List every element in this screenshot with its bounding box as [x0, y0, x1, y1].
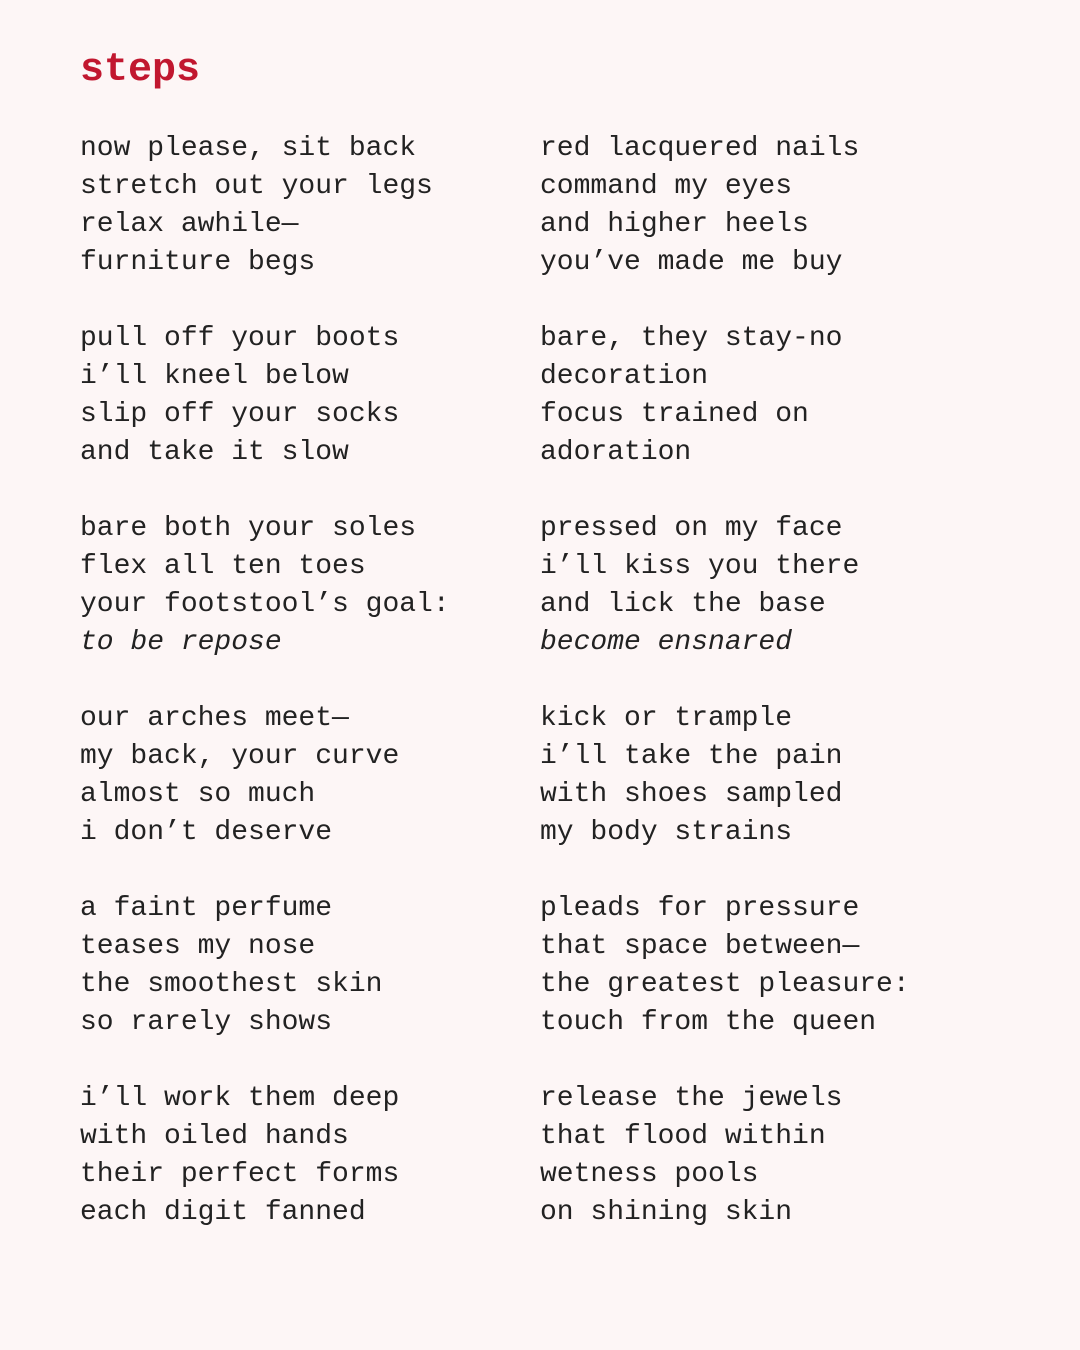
stanza [80, 700, 510, 852]
poem-line: adoration [540, 437, 692, 468]
poem-line: and lick the base [540, 589, 826, 620]
poem-line: focus trained on [540, 399, 809, 430]
poem-line: decoration [540, 361, 709, 392]
poem-column-left [80, 130, 510, 1270]
poem-line: command my eyes [540, 171, 793, 202]
poem-line: pull off your boots [80, 323, 400, 354]
poem-line: kick or trample [540, 703, 793, 734]
stanza [540, 130, 970, 282]
poem-line: bare both your soles [80, 513, 417, 544]
poem-line: now please, sit back [80, 133, 417, 164]
stanza [540, 1080, 970, 1232]
stanza [80, 890, 510, 1042]
poem-line: release the jewels [540, 1083, 843, 1114]
poem-line: pressed on my face [540, 513, 843, 544]
poem-line: almost so much [80, 779, 316, 810]
poem-line: and higher heels [540, 209, 809, 240]
poem-line: red lacquered nails [540, 133, 860, 164]
stanza [80, 130, 510, 282]
poem-line: a faint perfume [80, 893, 333, 924]
stanza [540, 890, 970, 1042]
poem-line: relax awhile— [80, 209, 299, 240]
stanza [80, 510, 510, 662]
poem-line: stretch out your legs [80, 171, 433, 202]
poem-line: i’ll work them deep [80, 1083, 400, 1114]
poem-line: the greatest pleasure: [540, 969, 910, 1000]
poem-line: i’ll take the pain [540, 741, 843, 772]
poem-line: slip off your socks [80, 399, 400, 430]
poem-line: my back, your curve [80, 741, 400, 772]
poem-line: with shoes sampled [540, 779, 843, 810]
stanza [80, 1080, 510, 1232]
poem-line: touch from the queen [540, 1007, 877, 1038]
poem-line: with oiled hands [80, 1121, 349, 1152]
poem-line: so rarely shows [80, 1007, 333, 1038]
poem-line: that space between— [540, 931, 860, 962]
poem-line: you’ve made me buy [540, 247, 843, 278]
poem-line-italic: to be repose [80, 627, 282, 658]
stanza [80, 320, 510, 472]
poem-line: pleads for pressure [540, 893, 860, 924]
poem-line: furniture begs [80, 247, 316, 278]
poem-line-italic: become ensnared [540, 627, 793, 658]
poem-column-right [540, 130, 970, 1270]
poem-title: steps [80, 48, 201, 93]
poem-line: flex all ten toes [80, 551, 366, 582]
poem-line: on shining skin [540, 1197, 793, 1228]
poem-line: their perfect forms [80, 1159, 400, 1190]
poem-line: my body strains [540, 817, 793, 848]
poem-line: i don’t deserve [80, 817, 333, 848]
poem-line: and take it slow [80, 437, 349, 468]
stanza [540, 320, 970, 472]
poem-line: our arches meet— [80, 703, 349, 734]
poem-line: i’ll kiss you there [540, 551, 860, 582]
poem-line: that flood within [540, 1121, 826, 1152]
poem-line: the smoothest skin [80, 969, 383, 1000]
poem-line: wetness pools [540, 1159, 759, 1190]
poem-line: your footstool’s goal: [80, 589, 450, 620]
stanza [540, 700, 970, 852]
poem-line: each digit fanned [80, 1197, 366, 1228]
stanza [540, 510, 970, 662]
poem-line: i’ll kneel below [80, 361, 349, 392]
poem-line: bare, they stay-no [540, 323, 843, 354]
poem-line: teases my nose [80, 931, 316, 962]
